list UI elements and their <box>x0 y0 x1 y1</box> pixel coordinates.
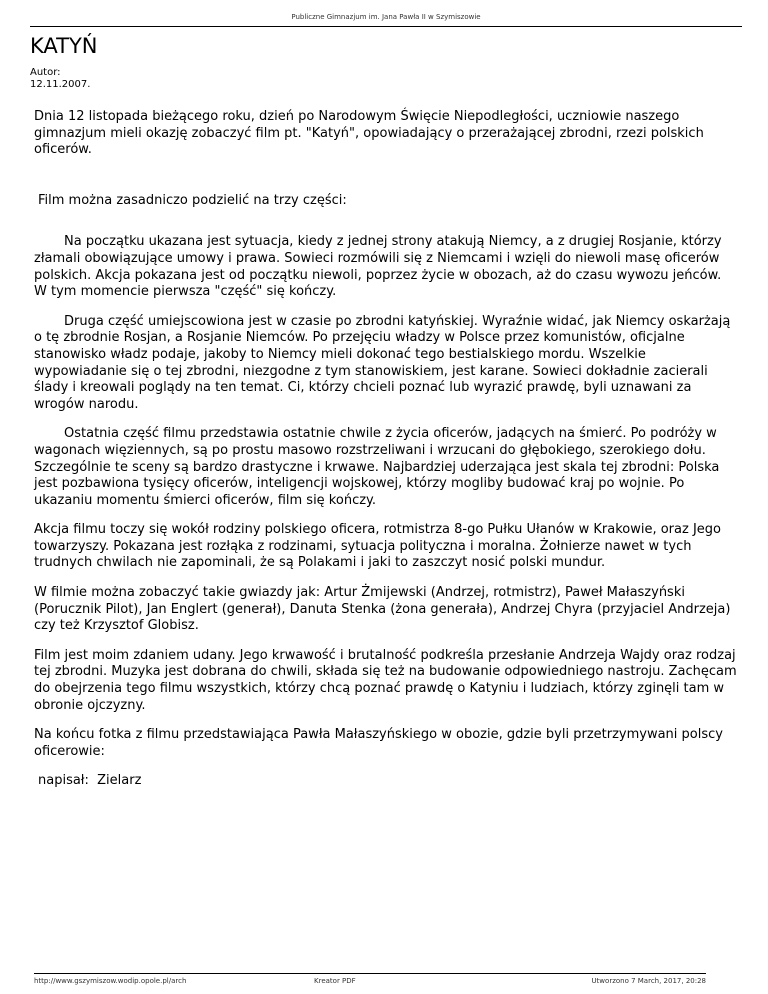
paragraph-cast: W filmie można zobaczyć takie gwiazdy jak: Artur Żmijewski (Andrzej, rotmistrz), Paweł Małaszyński (Porucznik Pilot), Jan Englert (generał), Danuta Stenka (żona generała), Andrzej Chyra (przyjaciel Andrzeja) czy też Krzysztof Globisz. <box>34 585 731 634</box>
footer-divider <box>34 973 706 974</box>
paragraph-part-three: Ostatnia część filmu przedstawia ostatnie chwile z życia oficerów, jadących na śmierć. Po podróży w wagonach więziennych, są po prostu masowo rozstrzeliwani i wrzucani do głębokiego, szerokiego dołu. Szczególnie te sceny są bardzo drastyczne i krwawe. Najbardziej uderzająca jest skala tej zbrodni: Polska jest pozbawiona tysięcy oficerów, inteligencji wojskowej, którzy mogliby budować kraj po wojnie. Po ukazaniu momentu śmierci oficerów, film się kończy. <box>34 426 720 508</box>
footer-url: http://www.gszymiszow.wodip.opole.pl/arch <box>34 977 187 985</box>
author-label: Autor: <box>30 67 61 78</box>
paragraph-review: Film jest moim zdaniem udany. Jego krwawość i brutalność podkreśla przesłanie Andrzeja Wajdy oraz rodzaj tej zbrodni. Muzyka jest dobrana do chwili, składa się też na budowanie odpowiedniego nastroju. Zachęcam do obejrzenia tego filmu wszystkich, którzy chcą poznać prawdę o Katyniu i ludziach, którzy zginęli tam w obronie ojczyzny. <box>34 647 737 713</box>
article-title: KATYŃ <box>30 34 98 58</box>
footer-generator: Kreator PDF <box>314 977 356 985</box>
signature: napisał: Zielarz <box>38 773 142 789</box>
header-divider <box>30 26 742 27</box>
paragraph-plot: Akcja filmu toczy się wokół rodziny polskiego oficera, rotmistrza 8-go Pułku Ułanów w Krakowie, oraz Jego towarzyszy. Pokazana jest rozłąka z rodzinami, sytuacja polityczna i moralna. Żołnierze nawet w tych trudnych chwilach nie zapominali, że są Polakami i jaki to zaszczyt nosić polski mundur. <box>34 522 721 571</box>
article-body <box>34 109 738 790</box>
paragraph-part-two: Druga część umiejscowiona jest w czasie po zbrodni katyńskiej. Wyraźnie widać, jak Niemcy oskarżają o tę zbrodnie Rosjan, a Rosjanie Niemców. Po przejęciu władzy w Polsce przez komunistów, oficjalne stanowisko władz podaje, jakoby to Niemcy mieli dokonać tego bestialskiego mordu. Wszelkie wypowiadanie się o tej zbrodni, niezgodne z tym stanowiskiem, jest karane. Sowieci dokładnie zacierali ślady i kreowali poglądy na ten temat. Ci, którzy chcieli poznać lub wyrazić prawdę, byli uznawani za wrogów narodu. <box>34 313 731 412</box>
page-header: Publiczne Gimnazjum im. Jana Pawła II w Szymiszowie <box>291 13 481 21</box>
paragraph-part-one: Na początku ukazana jest sytuacja, kiedy z jednej strony atakują Niemcy, a z drugiej Rosjanie, którzy złamali obowiązujące umowy i prawa. Sowieci rozmówili się z Niemcami i wzięli do niewoli masę oficerów polskich. Akcja pokazana jest od początku niewoli, poprzez życie w obozach, aż do czasu wywozu jeńców. W tym momencie pierwsza "część" się kończy. <box>34 234 722 300</box>
paragraph-photo-note: Na końcu fotka z filmu przedstawiająca Pawła Małaszyńskiego w obozie, gdzie byli przetrzymywani polscy oficerowie: <box>34 727 723 759</box>
article-date: 12.11.2007. <box>30 79 91 90</box>
article-meta <box>30 67 90 91</box>
paragraph-lead: Film można zasadniczo podzielić na trzy części: <box>38 192 347 208</box>
paragraph-intro: Dnia 12 listopada bieżącego roku, dzień po Narodowym Święcie Niepodległości, uczniowie naszego gimnazjum mieli okazję zobaczyć film pt. "Katyń", opowiadający o przerażającej zbrodni, rzezi polskich oficerów. <box>34 109 704 158</box>
footer-created: Utworzono 7 March, 2017, 20:28 <box>591 977 706 985</box>
